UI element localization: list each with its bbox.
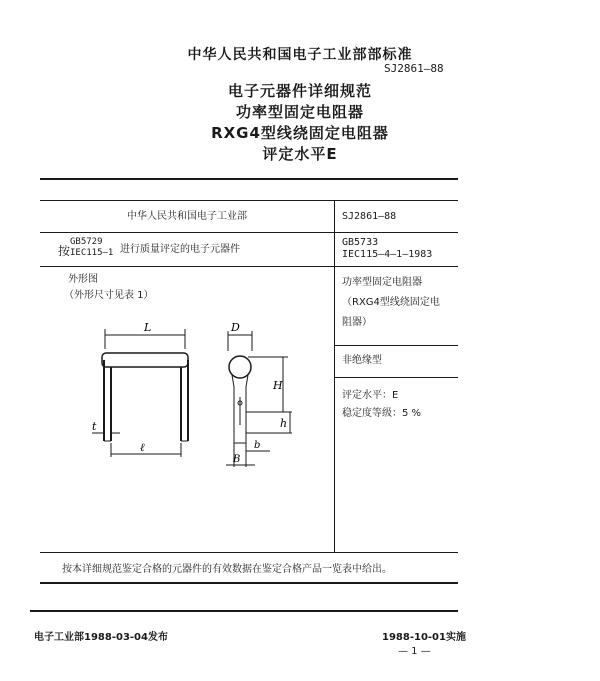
- table-column-divider: [334, 200, 335, 552]
- label-b: b: [254, 440, 261, 451]
- organization-standard-header: 中华人民共和国电子工业部部标准: [187, 47, 413, 63]
- label-h: h: [280, 417, 288, 430]
- label-H: H: [273, 379, 283, 392]
- outline-title: 外形图: [68, 274, 98, 285]
- title-line-3: RXG4型线绕固定电阻器: [211, 124, 389, 142]
- top-rule: [40, 178, 458, 180]
- title-line-4: 评定水平E: [262, 145, 338, 163]
- spec-code: SJ2861—88: [342, 211, 397, 222]
- bottom-rule: [30, 610, 458, 612]
- table-bottom-border: [40, 582, 458, 584]
- per-iec: IEC115—1: [70, 248, 114, 258]
- product-desc-line-2: （RXG4型线绕固定电: [342, 297, 440, 308]
- issued-date: 电子工业部1988-03-04发布: [34, 632, 168, 643]
- row-divider-right-1: [334, 345, 458, 346]
- ref-gb: GB5733: [342, 237, 379, 248]
- outline-note: （外形尺寸见表 1）: [64, 290, 154, 301]
- title-line-1: 电子元器件详细规范: [227, 82, 372, 100]
- outline-drawing: [80, 315, 320, 475]
- row-divider-right-2: [334, 377, 458, 378]
- label-L: L: [144, 321, 152, 334]
- row-divider-2: [40, 266, 458, 267]
- effective-date: 1988-10-01实施: [382, 632, 466, 643]
- per-suffix: 进行质量评定的电子元器件: [120, 244, 240, 255]
- row-divider-bottom: [40, 552, 458, 553]
- side-view-body: [229, 356, 251, 378]
- table-top-border: [40, 200, 458, 201]
- label-l: ℓ: [140, 441, 145, 454]
- footer-note: 按本详细规范鉴定合格的元器件的有效数据在鉴定合格产品一览表中给出。: [62, 564, 392, 575]
- product-desc-line-3: 阻器）: [342, 317, 372, 328]
- ref-iec: IEC115—4—1—1983: [342, 249, 433, 260]
- product-desc-line-1: 功率型固定电阻器: [342, 277, 422, 288]
- label-D: D: [231, 321, 240, 334]
- issuer: 中华人民共和国电子工业部: [127, 211, 247, 222]
- label-B: B: [233, 454, 241, 465]
- resistor-body: [102, 353, 188, 367]
- per-prefix: 按: [58, 244, 71, 258]
- title-line-2: 功率型固定电阻器: [235, 103, 364, 121]
- assessment-level: 评定水平：E: [342, 390, 399, 401]
- row-divider-1: [40, 232, 458, 233]
- insulation-type: 非绝缘型: [342, 355, 382, 366]
- per-gb: GB5729: [70, 237, 103, 247]
- stability-grade: 稳定度等级：5 %: [342, 408, 422, 419]
- label-t: t: [92, 420, 97, 433]
- page-number: — 1 —: [398, 646, 431, 657]
- standard-code: SJ2861—88: [384, 62, 444, 75]
